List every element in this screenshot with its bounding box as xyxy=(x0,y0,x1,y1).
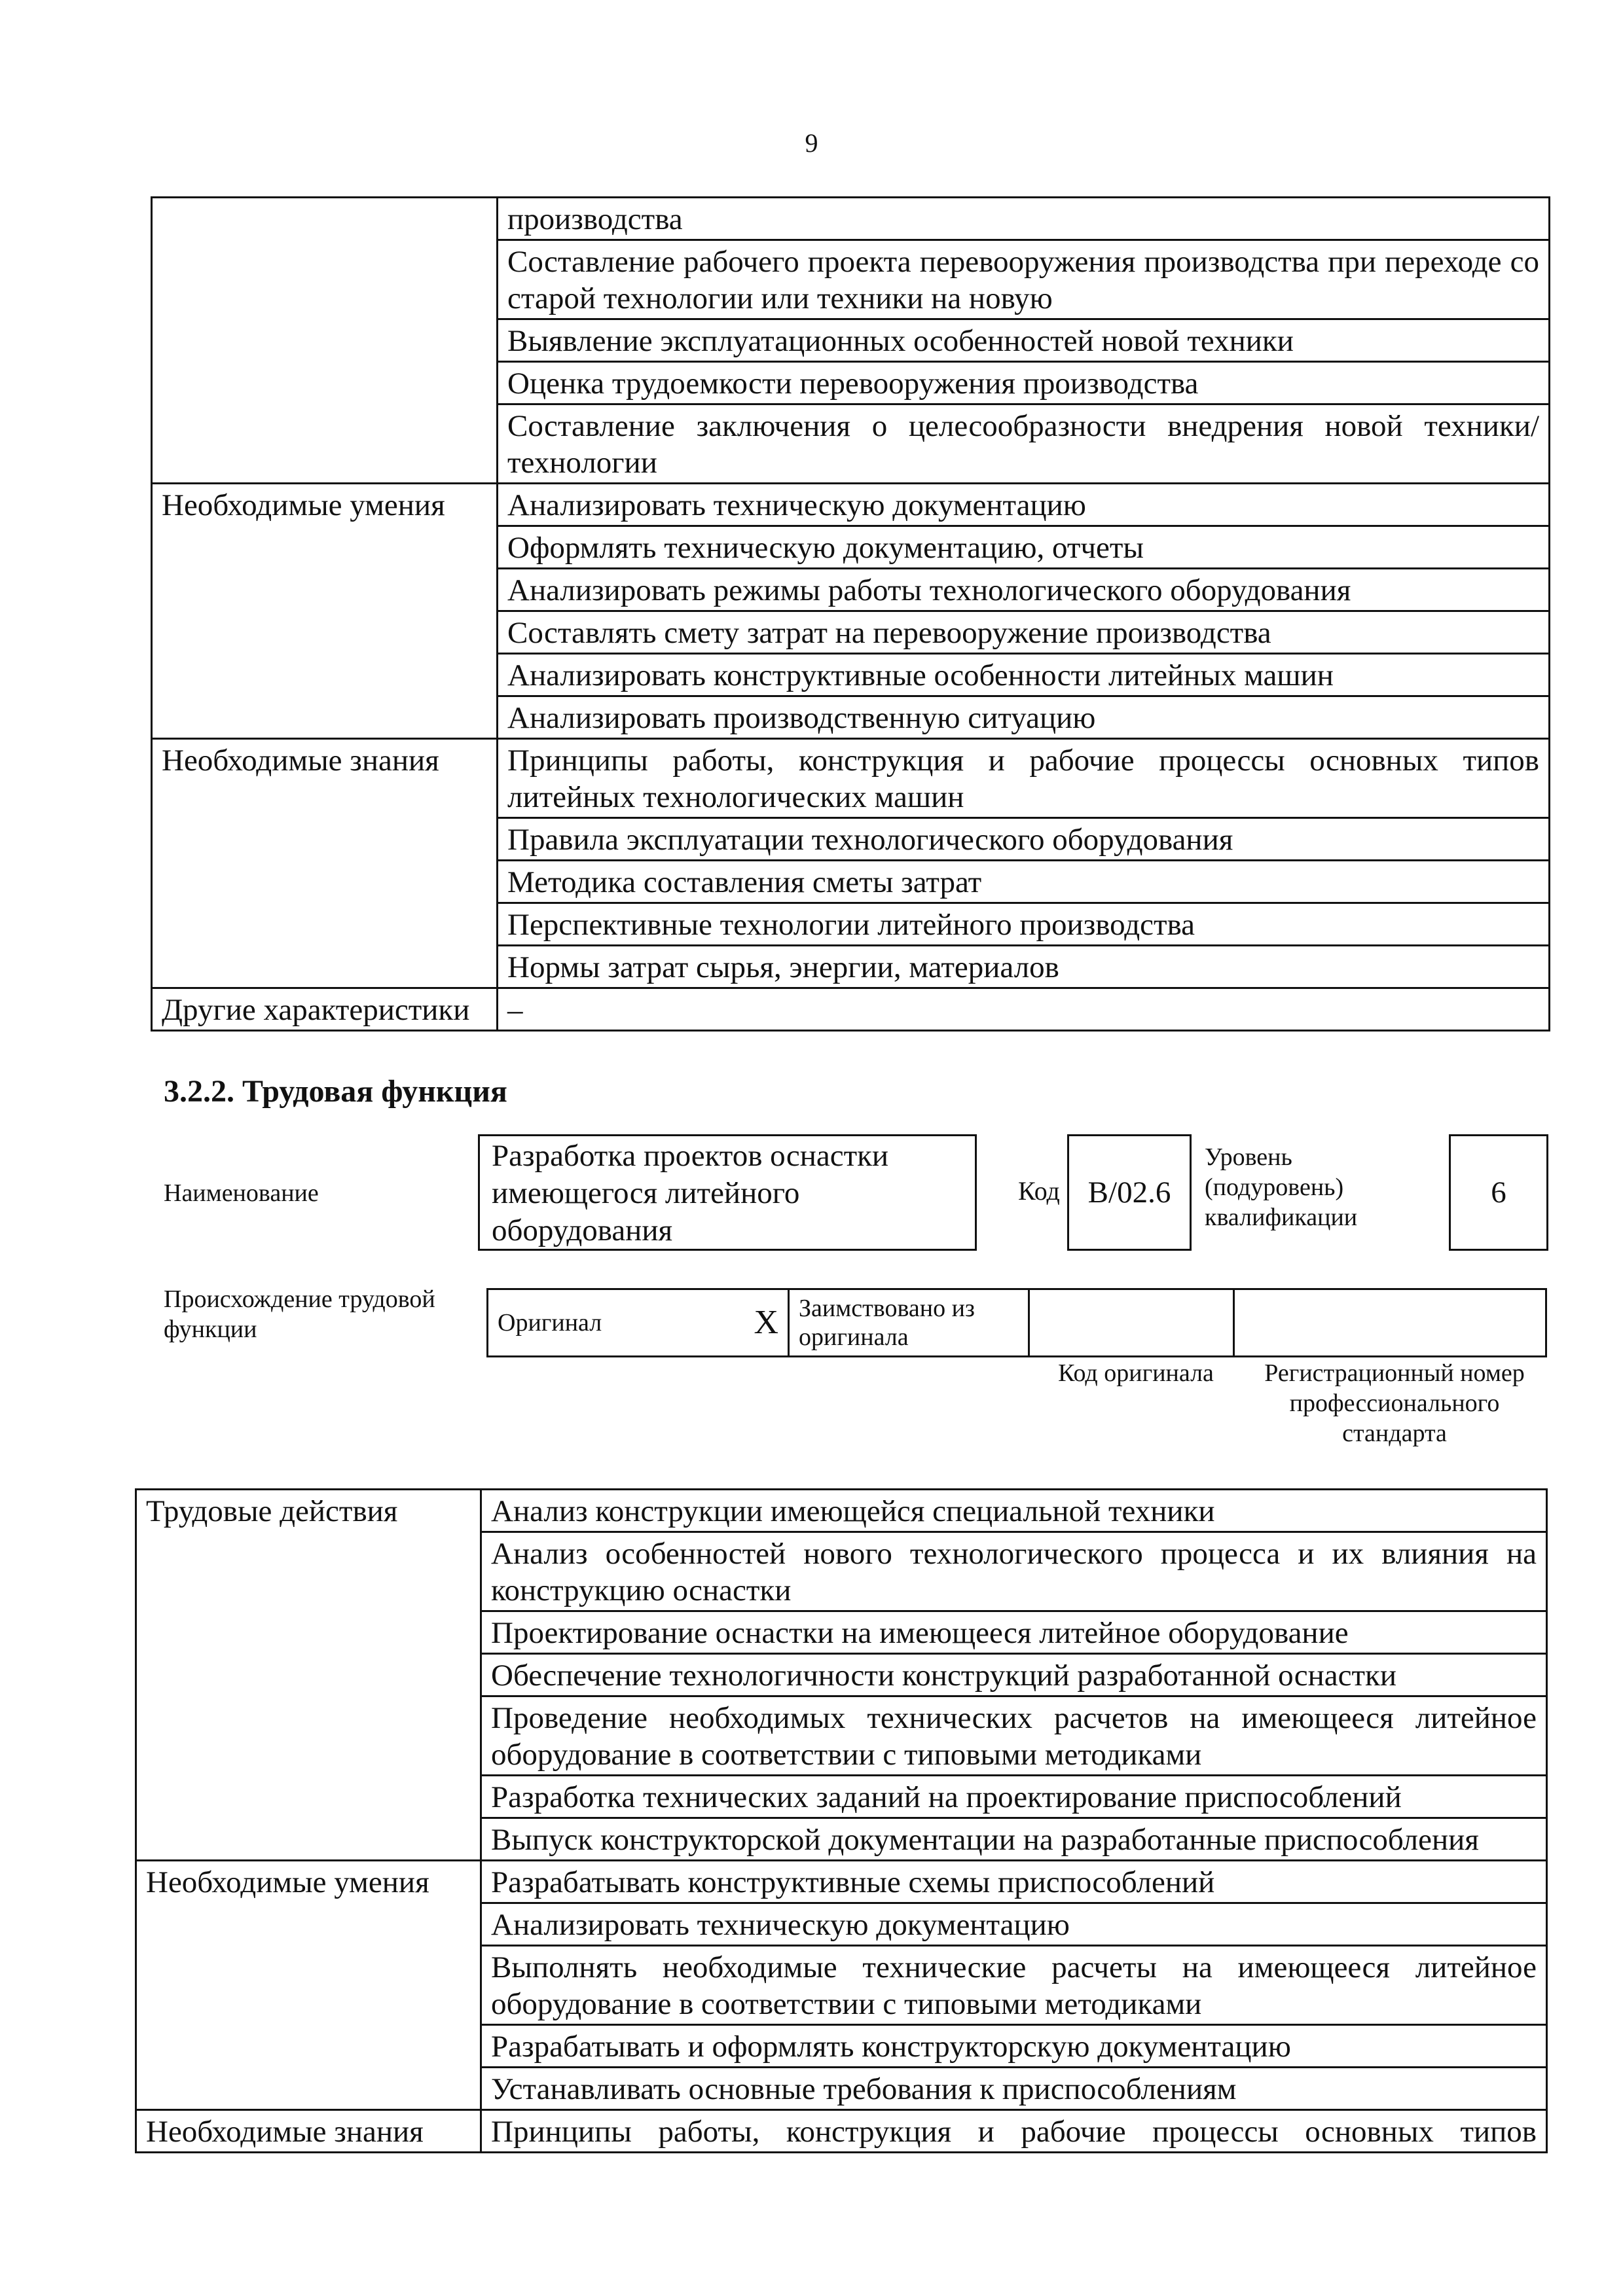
row-label: Необходимые умения xyxy=(152,484,498,739)
row-label: Другие характеристики xyxy=(152,988,498,1031)
function-table xyxy=(135,1488,1548,2153)
table-row xyxy=(136,1490,1547,1532)
row-text: – xyxy=(498,988,1550,1031)
name-label: Наименование xyxy=(164,1179,319,1207)
page-number: 9 xyxy=(805,128,818,158)
row-text: Разработка технических заданий на проектирование приспособлений xyxy=(481,1776,1547,1818)
reg-number-caption: Регистрационный номер профессионального стандарта xyxy=(1264,1359,1525,1447)
code-value-box: B/02.6 xyxy=(1067,1134,1192,1251)
row-text: Принципы работы, конструкция и рабочие процессы основных типов литейных технологических машин xyxy=(498,739,1550,818)
level-value-box: 6 xyxy=(1449,1134,1548,1251)
borrowed-cell: Заимствовано из оригинала xyxy=(789,1289,1029,1357)
table-row xyxy=(152,198,1550,240)
level-label: Уровень (подуровень) квалификации xyxy=(1205,1143,1358,1231)
row-text: Анализ конструкции имеющейся специальной техники xyxy=(481,1490,1547,1532)
row-text: Принципы работы, конструкция и рабочие процессы основных типов xyxy=(481,2110,1547,2153)
table-row xyxy=(136,2110,1547,2153)
row-text: Проектирование оснастки на имеющееся литейное оборудование xyxy=(481,1611,1547,1654)
row-text: Правила эксплуатации технологического оборудования xyxy=(498,818,1550,861)
row-text: Выявление эксплуатационных особенностей новой техники xyxy=(498,319,1550,362)
row-text: Составлять смету затрат на перевооружение производства xyxy=(498,611,1550,654)
code-original-caption: Код оригинала xyxy=(1058,1359,1214,1387)
row-text: Анализировать режимы работы технологического оборудования xyxy=(498,569,1550,611)
row-text: Нормы затрат сырья, энергии, материалов xyxy=(498,946,1550,988)
row-text: Анализ особенностей нового технологического процесса и их влияния на конструкцию оснастки xyxy=(481,1532,1547,1611)
original-cell xyxy=(488,1289,789,1357)
row-text: Проведение необходимых технических расчетов на имеющееся литейное оборудование в соответствии с типовыми методиками xyxy=(481,1696,1547,1776)
reg-number-cell xyxy=(1234,1289,1546,1357)
row-text: Устанавливать основные требования к приспособлениям xyxy=(481,2068,1547,2110)
row-text: Составление заключения о целесообразности внедрения новой техники/технологии xyxy=(498,404,1550,484)
row-text: Выполнять необходимые технические расчеты на имеющееся литейное оборудование в соответствии с типовыми методиками xyxy=(481,1946,1547,2025)
row-text: Методика составления сметы затрат xyxy=(498,861,1550,903)
row-text: Перспективные технологии литейного производства xyxy=(498,903,1550,946)
table-row xyxy=(152,739,1550,818)
row-text: Анализировать техническую документацию xyxy=(498,484,1550,526)
row-label: Необходимые знания xyxy=(152,739,498,988)
section-heading: 3.2.2. Трудовая функция xyxy=(164,1074,507,1109)
row-label: Трудовые действия xyxy=(136,1490,481,1861)
table-row xyxy=(152,484,1550,526)
row-text: Анализировать производственную ситуацию xyxy=(498,696,1550,739)
row-text: Выпуск конструкторской документации на разработанные приспособления xyxy=(481,1818,1547,1861)
table-row xyxy=(136,1861,1547,1903)
row-label: Необходимые умения xyxy=(136,1861,481,2110)
origin-label: Происхождение трудовой функции xyxy=(164,1285,435,1343)
row-label xyxy=(152,198,498,484)
row-text: Оценка трудоемкости перевооружения производства xyxy=(498,362,1550,404)
row-text: Обеспечение технологичности конструкций разработанной оснастки xyxy=(481,1654,1547,1696)
original-mark: X xyxy=(754,1304,778,1341)
code-label: Код xyxy=(1018,1176,1060,1206)
row-text: производства xyxy=(498,198,1550,240)
row-text: Разрабатывать конструктивные схемы приспособлений xyxy=(481,1861,1547,1903)
row-text: Анализировать техническую документацию xyxy=(481,1903,1547,1946)
table-row xyxy=(152,988,1550,1031)
row-label: Необходимые знания xyxy=(136,2110,481,2153)
name-value-box: Разработка проектов оснастки имеющегося литейного оборудования xyxy=(478,1134,977,1251)
row-text: Анализировать конструктивные особенности литейных машин xyxy=(498,654,1550,696)
origin-table xyxy=(486,1288,1547,1357)
continued-function-table xyxy=(151,196,1550,1031)
row-text: Оформлять техническую документацию, отчеты xyxy=(498,526,1550,569)
code-original-cell xyxy=(1029,1289,1234,1357)
row-text: Разрабатывать и оформлять конструкторскую документацию xyxy=(481,2025,1547,2068)
original-label: Оригинал xyxy=(498,1309,602,1336)
row-text: Составление рабочего проекта перевооружения производства при переходе со старой технологии или техники на новую xyxy=(498,240,1550,319)
